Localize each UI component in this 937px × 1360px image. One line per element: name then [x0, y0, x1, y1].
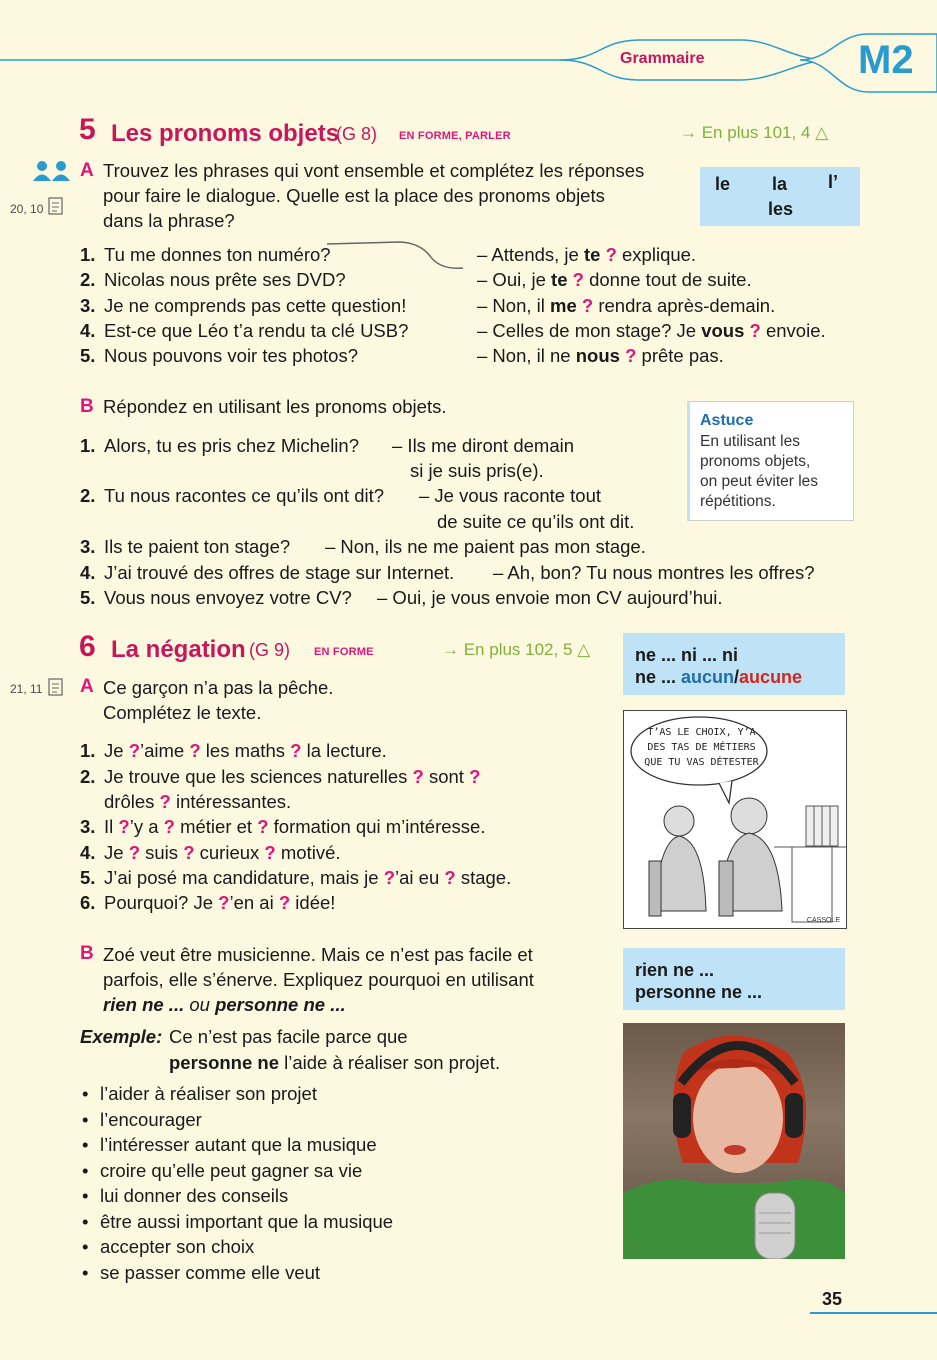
list-item: 4. Est-ce que Léo t’a rendu ta clé USB? — [80, 320, 409, 341]
list-item: • l’aider à réaliser son projet — [80, 1081, 393, 1107]
list-item: 3. Je ne comprends pas cette question! — [80, 295, 407, 316]
list-item: • l’intéresser autant que la musique — [80, 1132, 393, 1158]
exercise-6-en-plus: → En plus 102, 5 △ — [442, 640, 591, 659]
page-number: 35 — [822, 1289, 843, 1309]
exercise-5-grammar-ref: (G 8) — [336, 124, 378, 144]
list-item: – Celles de mon stage? Je vous ? envoie. — [477, 320, 826, 341]
pronoun-box: le la l’ les — [700, 167, 860, 226]
section-label: Grammaire — [620, 50, 705, 67]
list-item: 1. Tu me donnes ton numéro? — [80, 244, 331, 265]
list-item: 3. Il ?’y a ? métier et ? formation qui m’intéresse. — [80, 816, 486, 837]
cartoon-image — [623, 710, 847, 929]
list-item: 1. Je ?’aime ? les maths ? la lecture. — [80, 740, 387, 761]
musician-photo — [623, 1023, 845, 1259]
notebook-icon — [47, 677, 65, 697]
list-item: 4. J’ai trouvé des offres de stage sur Internet. — [80, 562, 455, 583]
footer-line — [810, 1312, 937, 1314]
list-item: 5. J’ai posé ma candidature, mais je ?’ai eu ? stage. — [80, 867, 512, 888]
cartoon-bubble-text: T’AS LE CHOIX, Y’A DES TAS DE MÉTIERS QUE TU VAS DÉTESTER — [644, 727, 759, 768]
list-item-answer: si je suis pris(e). — [410, 460, 544, 481]
exercise-6-tags: EN FORME — [314, 646, 374, 658]
list-item: 4. Je ? suis ? curieux ? motivé. — [80, 842, 341, 863]
list-item: drôles ? intéressantes. — [104, 791, 292, 812]
exercise-6a-side-ref: 21, 11 — [10, 682, 43, 696]
exercise-5b-letter: B — [80, 396, 94, 417]
header-band — [0, 30, 937, 100]
list-item: • accepter son choix — [80, 1234, 393, 1260]
matching-line — [325, 238, 470, 278]
list-item: – Oui, je te ? donne tout de suite. — [477, 269, 752, 290]
list-item: • se passer comme elle veut — [80, 1260, 393, 1286]
list-item: • lui donner des conseils — [80, 1183, 393, 1209]
list-item: 5. Nous pouvons voir tes photos? — [80, 345, 359, 366]
list-item: 2. Je trouve que les sciences naturelles ? sont ? — [80, 766, 481, 787]
exercise-6b-letter: B — [80, 943, 94, 964]
list-item: 5. Vous nous envoyez votre CV? — [80, 587, 352, 608]
list-item-answer: de suite ce qu’ils ont dit. — [437, 511, 635, 532]
exercise-6-grammar-ref: (G 9) — [249, 640, 291, 660]
example-label: Exemple: — [80, 1026, 163, 1047]
exercise-5a-letter: A — [80, 160, 94, 181]
list-item-answer: – Ils me diront demain — [392, 435, 575, 456]
list-item: • être aussi important que la musique — [80, 1209, 393, 1235]
exercise-5-en-plus: → En plus 101, 4 △ — [680, 123, 829, 142]
list-item-answer: – Ah, bon? Tu nous montres les offres? — [493, 562, 815, 583]
example-line-2: personne ne l’aide à réaliser son projet. — [169, 1052, 501, 1073]
astuce-title: Astuce — [700, 412, 754, 429]
exercise-5-tags: EN FORME, PARLER — [399, 130, 511, 142]
list-item: 6. Pourquoi? Je ?’en ai ? idée! — [80, 892, 336, 913]
list-item-answer: – Je vous raconte tout — [419, 485, 602, 506]
list-item-answer: – Non, ils ne me paient pas mon stage. — [325, 536, 646, 557]
example-line-1: Ce n’est pas facile parce que — [169, 1026, 408, 1047]
list-item: 2. Nicolas nous prête ses DVD? — [80, 269, 346, 290]
exercise-6-number: 6 — [79, 630, 96, 663]
pair-work-icon — [32, 160, 72, 182]
module-label: M2 — [858, 38, 914, 82]
list-item: 3. Ils te paient ton stage? — [80, 536, 291, 557]
exercise-5b-instruction: Répondez en utilisant les pronoms objets. — [103, 396, 447, 417]
list-item: 1. Alors, tu es pris chez Michelin? — [80, 435, 359, 456]
list-item: 2. Tu nous racontes ce qu’ils ont dit? — [80, 485, 385, 506]
exercise-6-title: La négation — [111, 636, 246, 663]
notebook-icon — [47, 196, 65, 216]
exercise-5-number: 5 — [79, 113, 96, 146]
exercise-6a-letter: A — [80, 676, 94, 697]
exercise-6b-bullets — [80, 1081, 393, 1285]
list-item: – Non, il ne nous ? prête pas. — [477, 345, 724, 366]
list-item: – Non, il me ? rendra après-demain. — [477, 295, 776, 316]
list-item: • l’encourager — [80, 1107, 393, 1133]
negation-box: ne ... ni ... ni ne ... aucun/aucune — [623, 633, 845, 695]
exercise-6a-instruction: Ce garçon n’a pas la pêche. Complétez le texte. — [103, 677, 334, 723]
cartoon-signature: CASSOLE — [806, 917, 840, 924]
exercise-5a-side-ref: 20, 10 — [10, 202, 44, 216]
list-item: • croire qu’elle peut gagner sa vie — [80, 1158, 393, 1184]
rien-personne-box: rien ne ... personne ne ... — [623, 948, 845, 1010]
list-item: – Attends, je te ? explique. — [477, 244, 697, 265]
exercise-6b-instruction: Zoé veut être musicienne. Mais ce n’est pas facile et parfois, elle s’énerve. Expliquez pourquoi en utilisant rien ne ... ou personne ne ... — [103, 944, 534, 1015]
exercise-5a-instruction: Trouvez les phrases qui vont ensemble et complétez les réponses pour faire le dialogue. Quelle est la place des pronoms objets dans la phrase? — [103, 160, 645, 231]
exercise-5-title: Les pronoms objets — [111, 120, 340, 147]
astuce-box: Astuce En utilisant les pronoms objets, on peut éviter les répétitions. — [687, 401, 854, 521]
list-item-answer: – Oui, je vous envoie mon CV aujourd’hui. — [377, 587, 723, 608]
